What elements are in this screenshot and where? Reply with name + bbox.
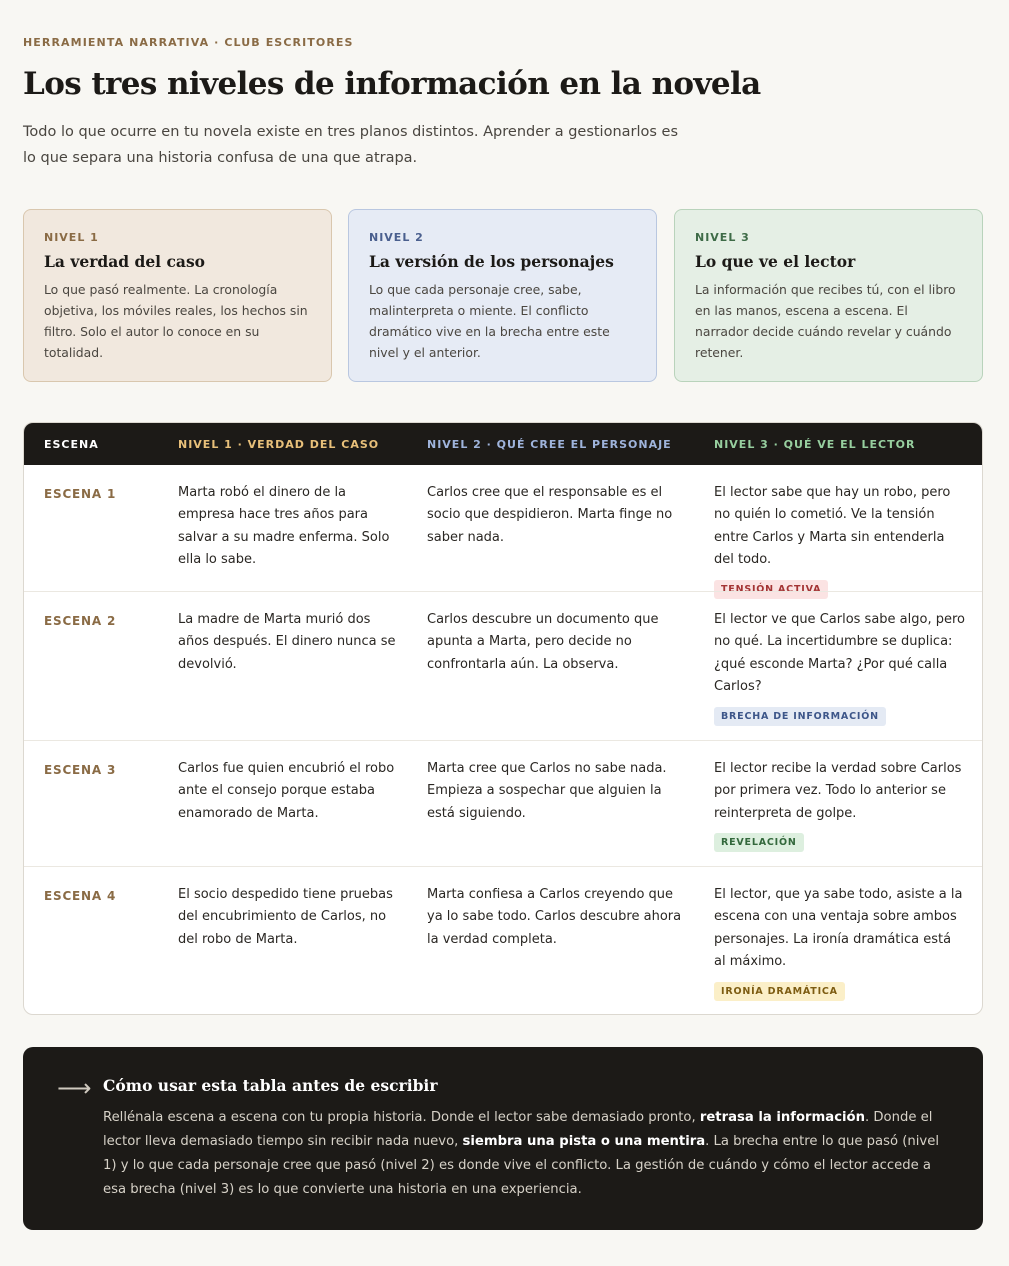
reader-cell [714,609,966,727]
reader-cell [714,482,966,600]
how-to-title: Cómo usar esta tabla antes de escribir [103,1076,438,1095]
reader-text: El lector ve que Carlos sabe algo, pero no qué. La incertidumbre se duplica: ¿qué esconde Marta? ¿Por qué calla Carlos? [714,612,965,695]
eyebrow: HERRAMIENTA NARRATIVA · CLUB ESCRITORES [23,36,354,49]
table-row [24,465,982,595]
level-card-3 [674,209,983,382]
level-label: NIVEL 3 [695,231,750,244]
scene-table [23,422,983,1015]
status-badge: TENSIÓN ACTIVA [714,580,828,599]
truth-cell: Carlos fue quien encubrió el robo ante el consejo porque estaba enamorado de Marta. [178,761,395,821]
belief-cell: Carlos cree que el responsable es el socio que despidieron. Marta finge no saber nada. [427,485,673,545]
how-to-text-part: . Donde el lector lleva demasiado tiempo sin recibir nada nuevo, [103,1110,933,1149]
how-to-emphasis: siembra una pista o una mentira [462,1134,706,1149]
level-title: La verdad del caso [44,252,206,271]
belief-cell: Marta confiesa a Carlos creyendo que ya lo sabe todo. Carlos descubre ahora la verdad completa. [427,887,682,947]
page-title: Los tres niveles de información en la novela [23,66,761,102]
scene-label: ESCENA 4 [44,889,117,903]
scene-label: ESCENA 1 [44,487,117,501]
belief-cell: Carlos descubre un documento que apunta a Marta, pero decide no confrontarla aún. La observa. [427,612,659,672]
level-title: La versión de los personajes [369,252,614,271]
how-to-text-part: . La brecha entre lo que pasó (nivel 1) y lo que cada personaje cree que pasó (nivel 2) es donde vive el conflicto. La gestión de cuándo y cómo el lector accede a esa brecha (nivel 3) es lo que convierte una historia en una experiencia. [103,1134,939,1197]
level-card-1 [23,209,332,382]
level-title: Lo que ve el lector [695,252,856,271]
level-label: NIVEL 1 [44,231,99,244]
status-badge: IRONÍA DRAMÁTICA [714,982,845,1001]
how-to-text-part: Rellénala escena a escena con tu propia historia. Donde el lector sabe demasiado pronto, [103,1110,700,1125]
column-header-level-1: NIVEL 1 · VERDAD DEL CASO [178,438,380,451]
reader-text: El lector sabe que hay un robo, pero no quién lo cometió. Ve la tensión entre Carlos y Marta sin entenderla del todo. [714,485,951,568]
scene-label: ESCENA 2 [44,614,117,628]
how-to-use-panel [23,1047,983,1230]
how-to-emphasis: retrasa la información [699,1110,865,1125]
page [23,36,983,1197]
status-badge: REVELACIÓN [714,833,804,852]
column-header-level-3: NIVEL 3 · QUÉ VE EL LECTOR [714,438,916,451]
column-header-scene: ESCENA [44,438,99,451]
scene-label: ESCENA 3 [44,763,117,777]
column-header-level-2: NIVEL 2 · QUÉ CREE EL PERSONAJE [427,438,672,451]
reader-cell [714,758,966,854]
truth-cell: La madre de Marta murió dos años después. El dinero nunca se devolvió. [178,612,396,672]
arrow-right-icon: ⟶ [57,1074,92,1102]
how-to-text [103,1106,953,1202]
truth-cell: Marta robó el dinero de la empresa hace tres años para salvar a su madre enferma. Solo ella lo sabe. [178,485,390,568]
table-header [24,423,982,465]
table-row [24,591,982,740]
status-badge: BRECHA DE INFORMACIÓN [714,707,886,726]
reader-text: El lector, que ya sabe todo, asiste a la escena con una ventaja sobre ambos personajes. La ironía dramática está al máximo. [714,887,963,970]
belief-cell: Marta cree que Carlos no sabe nada. Empieza a sospechar que alguien la está siguiendo. [427,761,667,821]
level-card-2 [348,209,657,382]
level-cards [23,209,983,382]
intro-text: Todo lo que ocurre en tu novela existe en tres planos distintos. Aprender a gestionarlos es lo que separa una historia confusa de una que atrapa. [23,124,679,166]
level-description: Lo que pasó realmente. La cronología objetiva, los móviles reales, los hechos sin filtro. Solo el autor lo conoce en su totalidad. [44,282,308,360]
level-label: NIVEL 2 [369,231,424,244]
table-row [24,866,982,1015]
reader-text: El lector recibe la verdad sobre Carlos por primera vez. Todo lo anterior se reinterpreta de golpe. [714,761,962,821]
level-description: Lo que cada personaje cree, sabe, malinterpreta o miente. El conflicto dramático vive en la brecha entre este nivel y el anterior. [369,282,610,360]
reader-cell [714,884,966,1002]
level-description: La información que recibes tú, con el libro en las manos, escena a escena. El narrador decide cuándo revelar y cuándo retener. [695,282,956,360]
table-row [24,740,982,866]
truth-cell: El socio despedido tiene pruebas del encubrimiento de Carlos, no del robo de Marta. [178,887,393,947]
